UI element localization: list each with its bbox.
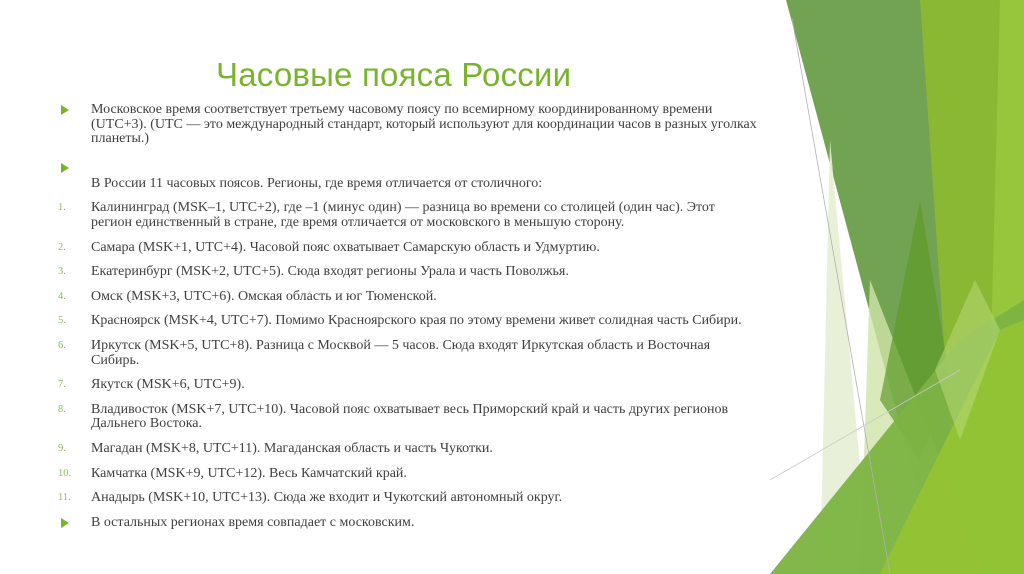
item-text: Иркутск (MSK+5, UTC+8). Разница с Москвой — 5 часов. Сюда входят Иркутская область и Восточная Сибирь. xyxy=(91,337,711,368)
item-number: 8. xyxy=(58,403,66,415)
item-text: В остальных регионах время совпадает с московским. xyxy=(91,514,415,530)
item-text: Омск (MSK+3, UTC+6). Омская область и юг Тюменской. xyxy=(91,288,437,304)
item-text: Якутск (MSK+6, UTC+9). xyxy=(91,377,245,393)
triangle-bullet-icon xyxy=(61,518,69,528)
item-text: Екатеринбург (MSK+2, UTC+5). Сюда входят регионы Урала и часть Поволжья. xyxy=(91,264,569,280)
bullet-item xyxy=(58,516,758,531)
bullet-item xyxy=(58,161,758,175)
item-number: 7. xyxy=(58,379,66,391)
item-text: Магадан (MSK+8, UTC+11). Магаданская область и часть Чукотки. xyxy=(91,440,493,456)
item-number: 5. xyxy=(58,315,66,327)
item-text: Анадырь (MSK+10, UTC+13). Сюда же входит и Чукотский автономный округ. xyxy=(91,490,563,506)
bullet-item xyxy=(58,103,758,147)
numbered-item xyxy=(58,403,758,432)
item-number: 3. xyxy=(58,266,66,278)
item-text: Красноярск (MSK+4, UTC+7). Помимо Красноярского края по этому времени живет солидная часть Сибири. xyxy=(91,313,742,329)
item-number: 2. xyxy=(58,241,66,253)
item-text: Калининград (MSK–1, UTC+2), где –1 (минус один) — разница во времени со столицей (один час). Этот регион единственный в стране, где время отличается от московского в меньшую сторону. xyxy=(91,200,715,230)
item-text: В России 11 часовых поясов. Регионы, где время отличается от столичного: xyxy=(91,175,543,191)
item-number: 6. xyxy=(58,339,66,351)
item-number: 11. xyxy=(58,492,71,504)
item-text: Камчатка (MSK+9, UTC+12). Весь Камчатский край. xyxy=(91,465,407,481)
numbered-item xyxy=(58,265,758,280)
item-number: 1. xyxy=(58,202,66,214)
item-number: 4. xyxy=(58,290,66,302)
numbered-item xyxy=(58,241,758,256)
numbered-item xyxy=(58,201,758,230)
item-text: Московское время соответствует третьему часовому поясу по всемирному координированному времени (UTC+3). (UTC — это международный стандарт, который используют для координации часов в разных уголках планеты.) xyxy=(91,102,757,147)
numbered-item xyxy=(58,442,758,457)
triangle-bullet-icon xyxy=(61,163,69,173)
content-list xyxy=(58,103,758,530)
numbered-item xyxy=(58,378,758,393)
item-number: 10. xyxy=(58,467,72,479)
triangle-bullet-icon xyxy=(61,105,69,115)
item-text: Владивосток (MSK+7, UTC+10). Часовой пояс охватывает весь Приморский край и часть других регионов Дальнего Востока. xyxy=(91,401,729,432)
numbered-item xyxy=(58,491,758,506)
numbered-item xyxy=(58,467,758,482)
item-text: Самара (MSK+1, UTC+4). Часовой пояс охватывает Самарскую область и Удмуртию. xyxy=(91,239,600,255)
item-number: 9. xyxy=(58,442,66,454)
numbered-item xyxy=(58,339,758,368)
slide-title: Часовые пояса России xyxy=(216,56,572,93)
numbered-item xyxy=(58,290,758,305)
numbered-item xyxy=(58,314,758,329)
plain-item xyxy=(58,177,758,192)
